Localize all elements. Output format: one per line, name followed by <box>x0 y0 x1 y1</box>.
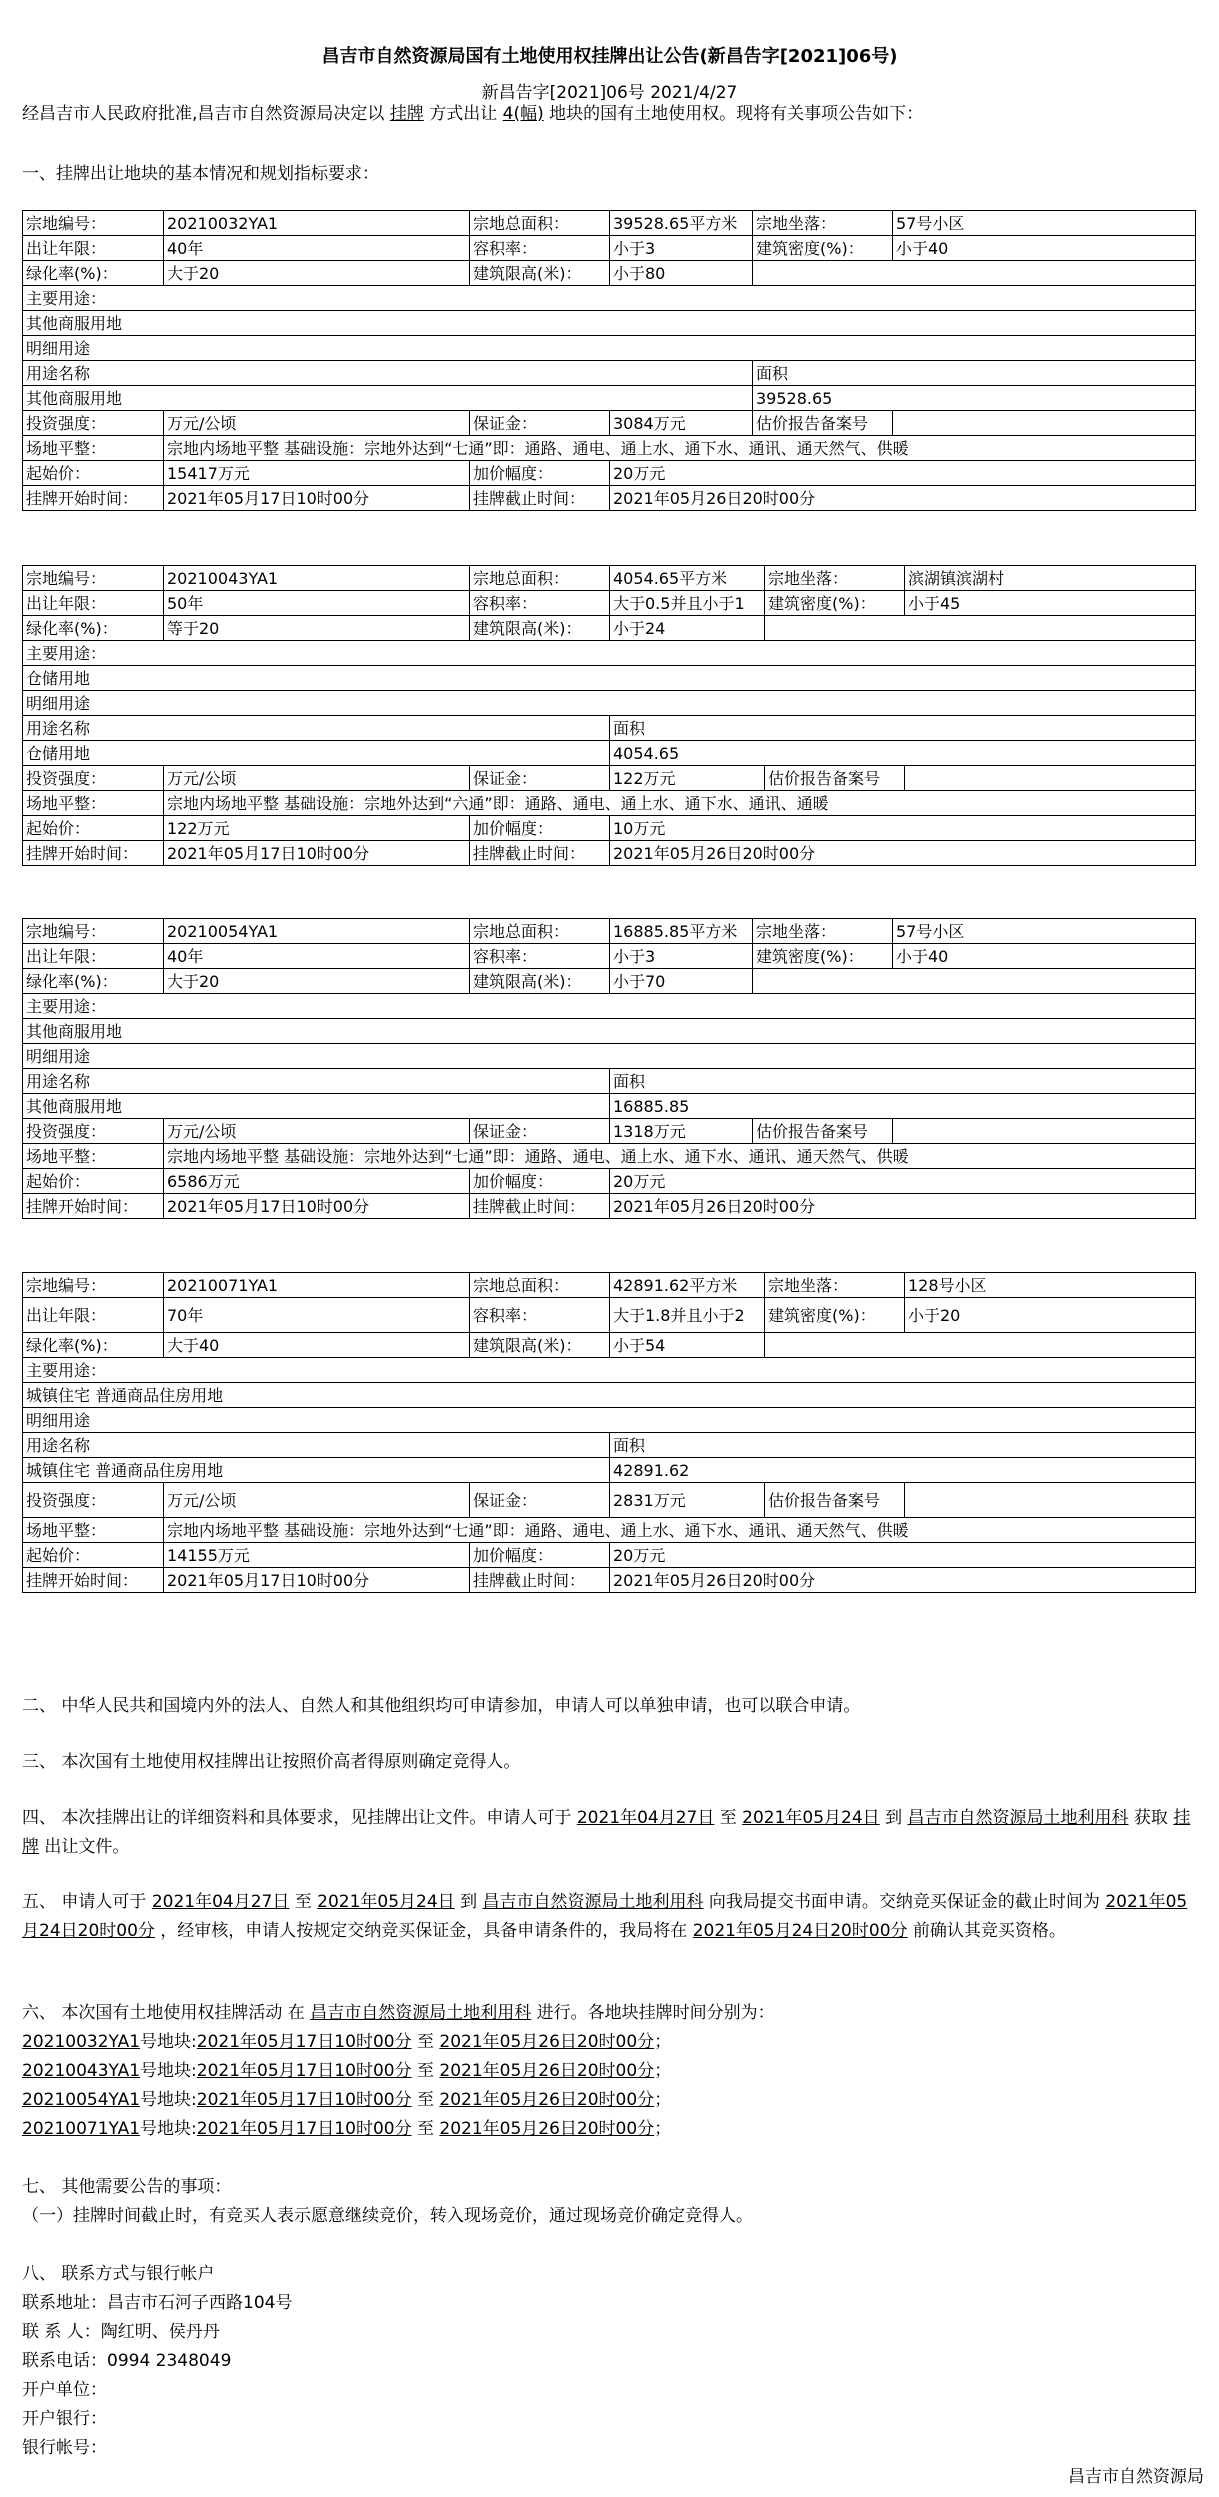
label-end-time: 挂牌截止时间： <box>470 486 610 511</box>
schedule-end: 2021年05月26日20时00分 <box>439 2090 655 2110</box>
label-start-time: 挂牌开始时间： <box>23 841 164 866</box>
parcel-use-name: 仓储用地 <box>23 741 610 766</box>
parcel-table <box>22 1272 1196 1593</box>
schedule-end-punct: ； <box>654 2090 672 2110</box>
schedule-line <box>22 2057 1202 2086</box>
section-5-text: ，经审核，申请人按规定交纳竞买保证金，具备申请条件的，我局将在 <box>160 1921 688 1941</box>
label-height: 建筑限高(米)： <box>470 616 610 641</box>
contact-address: 联系地址：昌吉市石河子西路104号 <box>22 2293 293 2313</box>
parcel-increment: 20万元 <box>610 1169 1196 1194</box>
parcel-end-time: 2021年05月26日20时00分 <box>610 1194 1196 1219</box>
parcel-area: 16885.85平方米 <box>610 919 753 944</box>
label-report: 估价报告备案号 <box>765 1483 905 1518</box>
parcel-start-price: 15417万元 <box>164 461 470 486</box>
label-start-price: 起始价： <box>23 1543 164 1568</box>
label-far: 容积率： <box>470 944 610 969</box>
section-5 <box>22 1888 1202 1946</box>
section-5-text: 前确认其竞买资格。 <box>912 1921 1066 1941</box>
label-area-col: 面积 <box>610 1433 1196 1458</box>
label-invest: 投资强度： <box>23 411 164 436</box>
label-term: 出让年限： <box>23 236 164 261</box>
label-term: 出让年限： <box>23 944 164 969</box>
label-far: 容积率： <box>470 591 610 616</box>
parcel-use-area: 42891.62 <box>610 1458 1196 1483</box>
label-detail-use: 明细用途 <box>23 1408 1196 1433</box>
label-use-name: 用途名称 <box>23 1433 610 1458</box>
page-title: 昌吉市自然资源局国有土地使用权挂牌出让公告(新昌告字[2021]06号) <box>321 46 898 67</box>
label-area: 宗地总面积： <box>470 1273 610 1298</box>
parcel-invest: 万元/公顷 <box>164 1483 470 1518</box>
label-detail-use: 明细用途 <box>23 1044 1196 1069</box>
parcel-report <box>893 411 1196 436</box>
label-code: 宗地编号： <box>23 919 164 944</box>
label-main-use: 主要用途： <box>23 994 1196 1019</box>
label-site: 场地平整： <box>23 1144 164 1169</box>
label-report: 估价报告备案号 <box>753 1119 893 1144</box>
schedule-end-punct: ； <box>654 2119 672 2139</box>
label-deposit: 保证金： <box>470 1119 610 1144</box>
label-invest: 投资强度： <box>23 766 164 791</box>
parcel-density: 小于40 <box>893 944 1196 969</box>
intro-method: 挂牌 <box>389 104 424 124</box>
parcel-table <box>22 210 1196 511</box>
section-5-deadline: 2021年05月24日20时00分 <box>22 1892 1188 1941</box>
parcel-start-time: 2021年05月17日10时00分 <box>164 486 470 511</box>
section-4-org: 昌吉市自然资源局土地利用科 <box>907 1808 1129 1828</box>
empty-cell <box>765 1333 1196 1358</box>
intro-count: 4(幅) <box>502 104 544 124</box>
parcel-far: 大于1.8并且小于2 <box>610 1298 765 1333</box>
parcel-start-time: 2021年05月17日10时00分 <box>164 1194 470 1219</box>
schedule-line <box>22 2086 1202 2115</box>
parcel-green: 等于20 <box>164 616 470 641</box>
parcel-use-name: 其他商服用地 <box>23 1094 610 1119</box>
intro-text: 方式出让 <box>429 104 498 124</box>
label-start-price: 起始价： <box>23 816 164 841</box>
label-area: 宗地总面积： <box>470 566 610 591</box>
parcel-use-name: 其他商服用地 <box>23 386 753 411</box>
schedule-end: 2021年05月26日20时00分 <box>439 2119 655 2139</box>
label-increment: 加价幅度： <box>470 461 610 486</box>
schedule-end-punct: ； <box>654 2032 672 2052</box>
parcel-far: 大于0.5并且小于1 <box>610 591 765 616</box>
label-term: 出让年限： <box>23 591 164 616</box>
parcel-main-use: 其他商服用地 <box>23 311 1196 336</box>
parcel-deposit: 122万元 <box>610 766 765 791</box>
parcel-height: 小于80 <box>610 261 753 286</box>
parcel-table <box>22 565 1196 866</box>
schedule-line <box>22 2028 1202 2057</box>
section-4-date-end: 2021年05月24日 <box>742 1808 880 1828</box>
parcel-location: 滨湖镇滨湖村 <box>905 566 1196 591</box>
schedule-parcel-code: 20210043YA1 <box>22 2061 141 2081</box>
label-invest: 投资强度： <box>23 1119 164 1144</box>
label-increment: 加价幅度： <box>470 1543 610 1568</box>
parcel-deposit: 3084万元 <box>610 411 753 436</box>
section-4-method: 挂牌 <box>22 1808 1191 1857</box>
parcel-code: 20210054YA1 <box>164 919 470 944</box>
parcel-start-price: 14155万元 <box>164 1543 470 1568</box>
issuer-signature: 昌吉市自然资源局 <box>1068 2467 1204 2487</box>
parcel-height: 小于70 <box>610 969 753 994</box>
parcel-main-use: 其他商服用地 <box>23 1019 1196 1044</box>
label-green: 绿化率(%)： <box>23 616 164 641</box>
parcel-height: 小于24 <box>610 616 765 641</box>
label-height: 建筑限高(米)： <box>470 261 610 286</box>
parcel-code: 20210032YA1 <box>164 211 470 236</box>
label-main-use: 主要用途： <box>23 1358 1196 1383</box>
label-site: 场地平整： <box>23 791 164 816</box>
parcel-code: 20210071YA1 <box>164 1273 470 1298</box>
label-location: 宗地坐落： <box>765 1273 905 1298</box>
parcel-use-area: 16885.85 <box>610 1094 1196 1119</box>
section-6-org: 昌吉市自然资源局土地利用科 <box>310 2003 532 2023</box>
section-5-date-start: 2021年04月27日 <box>151 1892 290 1912</box>
label-height: 建筑限高(米)： <box>470 1333 610 1358</box>
schedule-start: 2021年05月17日10时00分 <box>196 2119 412 2139</box>
label-far: 容积率： <box>470 1298 610 1333</box>
parcel-code: 20210043YA1 <box>164 566 470 591</box>
parcel-invest: 万元/公顷 <box>164 766 470 791</box>
schedule-end: 2021年05月26日20时00分 <box>439 2061 655 2081</box>
label-location: 宗地坐落： <box>765 566 905 591</box>
parcel-location: 57号小区 <box>893 211 1196 236</box>
schedule-parcel-code: 20210071YA1 <box>22 2119 141 2139</box>
label-area-col: 面积 <box>753 361 1196 386</box>
section-4 <box>22 1804 1202 1862</box>
section-4-text: 四、 本次挂牌出让的详细资料和具体要求，见挂牌出让文件。申请人可于 <box>22 1808 572 1828</box>
parcel-term: 40年 <box>164 944 470 969</box>
parcel-area: 4054.65平方米 <box>610 566 765 591</box>
schedule-end: 2021年05月26日20时00分 <box>439 2032 655 2052</box>
section-5-date-end: 2021年05月24日 <box>317 1892 455 1912</box>
section-8-heading: 八、 联系方式与银行帐户 <box>22 2264 215 2284</box>
section-3: 三、 本次国有土地使用权挂牌出让按照价高者得原则确定竞得人。 <box>22 1752 521 1772</box>
section-7-item-1: （一）挂牌时间截止时，有竞买人表示愿意继续竞价，转入现场竞价，通过现场竞价确定竞得人。 <box>22 2206 753 2226</box>
label-deposit: 保证金： <box>470 1483 610 1518</box>
empty-cell <box>753 969 1196 994</box>
label-density: 建筑密度(%)： <box>765 591 905 616</box>
parcel-increment: 20万元 <box>610 461 1196 486</box>
parcel-start-time: 2021年05月17日10时00分 <box>164 841 470 866</box>
label-location: 宗地坐落： <box>753 211 893 236</box>
label-invest: 投资强度： <box>23 1483 164 1518</box>
label-green: 绿化率(%)： <box>23 261 164 286</box>
label-main-use: 主要用途： <box>23 641 1196 666</box>
label-increment: 加价幅度： <box>470 816 610 841</box>
parcel-end-time: 2021年05月26日20时00分 <box>610 486 1196 511</box>
parcel-end-time: 2021年05月26日20时00分 <box>610 841 1196 866</box>
parcel-invest: 万元/公顷 <box>164 1119 470 1144</box>
label-start-price: 起始价： <box>23 461 164 486</box>
parcel-increment: 20万元 <box>610 1543 1196 1568</box>
section-5-text: 向我局提交书面申请。交纳竞买保证金的截止时间为 <box>708 1892 1100 1912</box>
schedule-suffix: 号地块: <box>140 2119 197 2139</box>
account-unit: 开户单位： <box>22 2380 107 2400</box>
schedule-parcel-code: 20210032YA1 <box>22 2032 141 2052</box>
parcel-term: 70年 <box>164 1298 470 1333</box>
schedule-to: 至 <box>416 2032 434 2052</box>
schedule-start: 2021年05月17日10时00分 <box>196 2061 412 2081</box>
schedule-to: 至 <box>416 2090 434 2110</box>
parcel-start-price: 122万元 <box>164 816 470 841</box>
account-number: 银行帐号： <box>22 2438 107 2458</box>
section-4-text: 至 <box>719 1808 737 1828</box>
section-5-text: 到 <box>460 1892 478 1912</box>
section-7-heading: 七、 其他需要公告的事项： <box>22 2177 232 2197</box>
label-area: 宗地总面积： <box>470 211 610 236</box>
account-bank: 开户银行： <box>22 2409 107 2429</box>
label-area-col: 面积 <box>610 1069 1196 1094</box>
label-start-time: 挂牌开始时间： <box>23 486 164 511</box>
label-green: 绿化率(%)： <box>23 1333 164 1358</box>
schedule-suffix: 号地块: <box>140 2090 197 2110</box>
parcel-density: 小于45 <box>905 591 1196 616</box>
label-location: 宗地坐落： <box>753 919 893 944</box>
parcel-table <box>22 918 1196 1219</box>
parcel-far: 小于3 <box>610 236 753 261</box>
schedule-line <box>22 2115 1202 2144</box>
label-height: 建筑限高(米)： <box>470 969 610 994</box>
label-green: 绿化率(%)： <box>23 969 164 994</box>
label-use-name: 用途名称 <box>23 361 753 386</box>
label-start-price: 起始价： <box>23 1169 164 1194</box>
parcel-deposit: 1318万元 <box>610 1119 753 1144</box>
parcel-area: 39528.65平方米 <box>610 211 753 236</box>
parcel-term: 50年 <box>164 591 470 616</box>
schedule-start: 2021年05月17日10时00分 <box>196 2090 412 2110</box>
label-code: 宗地编号： <box>23 211 164 236</box>
label-far: 容积率： <box>470 236 610 261</box>
parcel-start-time: 2021年05月17日10时00分 <box>164 1568 470 1593</box>
section-6-heading <box>22 1999 1202 2028</box>
parcel-area: 42891.62平方米 <box>610 1273 765 1298</box>
parcel-report <box>905 766 1196 791</box>
section-5-text: 五、 申请人可于 <box>22 1892 147 1912</box>
parcel-green: 大于20 <box>164 969 470 994</box>
parcel-main-use: 仓储用地 <box>23 666 1196 691</box>
section-6-text: 六、 本次国有土地使用权挂牌活动 在 <box>22 2003 305 2023</box>
parcel-density: 小于40 <box>893 236 1196 261</box>
parcel-far: 小于3 <box>610 944 753 969</box>
parcel-site: 宗地内场地平整 基础设施：宗地外达到“六通”即：通路、通电、通上水、通下水、通讯、通暖 <box>164 791 1196 816</box>
parcel-green: 大于40 <box>164 1333 470 1358</box>
label-density: 建筑密度(%)： <box>765 1298 905 1333</box>
parcel-end-time: 2021年05月26日20时00分 <box>610 1568 1196 1593</box>
label-site: 场地平整： <box>23 436 164 461</box>
label-end-time: 挂牌截止时间： <box>470 841 610 866</box>
parcel-location: 128号小区 <box>905 1273 1196 1298</box>
parcel-start-price: 6586万元 <box>164 1169 470 1194</box>
contact-person: 联 系 人：陶红明、侯丹丹 <box>22 2322 220 2342</box>
parcel-use-area: 39528.65 <box>753 386 1196 411</box>
section-4-text: 获取 <box>1133 1808 1168 1828</box>
parcel-site: 宗地内场地平整 基础设施：宗地外达到“七通”即：通路、通电、通上水、通下水、通讯、通天然气、供暖 <box>164 1518 1196 1543</box>
section-5-org: 昌吉市自然资源局土地利用科 <box>482 1892 704 1912</box>
empty-cell <box>753 261 1196 286</box>
section-2: 二、 中华人民共和国境内外的法人、自然人和其他组织均可申请参加，申请人可以单独申请，也可以联合申请。 <box>22 1696 861 1716</box>
label-area: 宗地总面积： <box>470 919 610 944</box>
schedule-suffix: 号地块: <box>140 2032 197 2052</box>
section-4-date-start: 2021年04月27日 <box>576 1808 715 1828</box>
parcel-increment: 10万元 <box>610 816 1196 841</box>
empty-cell <box>765 616 1196 641</box>
label-density: 建筑密度(%)： <box>753 236 893 261</box>
parcel-deposit: 2831万元 <box>610 1483 765 1518</box>
parcel-report <box>893 1119 1196 1144</box>
section-4-text: 出让文件。 <box>44 1837 130 1857</box>
section-4-text: 到 <box>885 1808 903 1828</box>
parcel-invest: 万元/公顷 <box>164 411 470 436</box>
label-site: 场地平整： <box>23 1518 164 1543</box>
schedule-to: 至 <box>416 2119 434 2139</box>
parcel-density: 小于20 <box>905 1298 1196 1333</box>
label-code: 宗地编号： <box>23 1273 164 1298</box>
label-main-use: 主要用途： <box>23 286 1196 311</box>
label-report: 估价报告备案号 <box>753 411 893 436</box>
parcel-site: 宗地内场地平整 基础设施：宗地外达到“七通”即：通路、通电、通上水、通下水、通讯、通天然气、供暖 <box>164 436 1196 461</box>
intro-text: 经昌吉市人民政府批准,昌吉市自然资源局决定以 <box>22 104 385 124</box>
label-deposit: 保证金： <box>470 766 610 791</box>
section-1-heading: 一、挂牌出让地块的基本情况和规划指标要求： <box>22 164 379 184</box>
intro-text: 地块的国有土地使用权。现将有关事项公告如下： <box>549 104 924 124</box>
label-detail-use: 明细用途 <box>23 336 1196 361</box>
contact-phone: 联系电话：0994 2348049 <box>22 2351 232 2371</box>
label-end-time: 挂牌截止时间： <box>470 1568 610 1593</box>
parcel-height: 小于54 <box>610 1333 765 1358</box>
section-5-confirm-time: 2021年05月24日20时00分 <box>692 1921 908 1941</box>
label-start-time: 挂牌开始时间： <box>23 1568 164 1593</box>
schedule-suffix: 号地块: <box>140 2061 197 2081</box>
label-use-name: 用途名称 <box>23 1069 610 1094</box>
label-area-col: 面积 <box>610 716 1196 741</box>
schedule-to: 至 <box>416 2061 434 2081</box>
label-increment: 加价幅度： <box>470 1169 610 1194</box>
section-5-text: 至 <box>294 1892 312 1912</box>
label-use-name: 用途名称 <box>23 716 610 741</box>
parcel-location: 57号小区 <box>893 919 1196 944</box>
label-deposit: 保证金： <box>470 411 610 436</box>
parcel-report <box>905 1483 1196 1518</box>
label-density: 建筑密度(%)： <box>753 944 893 969</box>
document-number-date: 新昌告字[2021]06号 2021/4/27 <box>481 83 738 103</box>
section-6-text: 进行。各地块挂牌时间分别为： <box>536 2003 775 2023</box>
parcel-main-use: 城镇住宅 普通商品住房用地 <box>23 1383 1196 1408</box>
schedule-parcel-code: 20210054YA1 <box>22 2090 141 2110</box>
label-code: 宗地编号： <box>23 566 164 591</box>
parcel-use-area: 4054.65 <box>610 741 1196 766</box>
label-detail-use: 明细用途 <box>23 691 1196 716</box>
label-end-time: 挂牌截止时间： <box>470 1194 610 1219</box>
schedule-start: 2021年05月17日10时00分 <box>196 2032 412 2052</box>
label-term: 出让年限： <box>23 1298 164 1333</box>
parcel-site: 宗地内场地平整 基础设施：宗地外达到“七通”即：通路、通电、通上水、通下水、通讯、通天然气、供暖 <box>164 1144 1196 1169</box>
label-start-time: 挂牌开始时间： <box>23 1194 164 1219</box>
parcel-green: 大于20 <box>164 261 470 286</box>
label-report: 估价报告备案号 <box>765 766 905 791</box>
schedule-end-punct: ； <box>654 2061 672 2081</box>
intro-paragraph <box>22 100 1202 129</box>
parcel-use-name: 城镇住宅 普通商品住房用地 <box>23 1458 610 1483</box>
parcel-term: 40年 <box>164 236 470 261</box>
